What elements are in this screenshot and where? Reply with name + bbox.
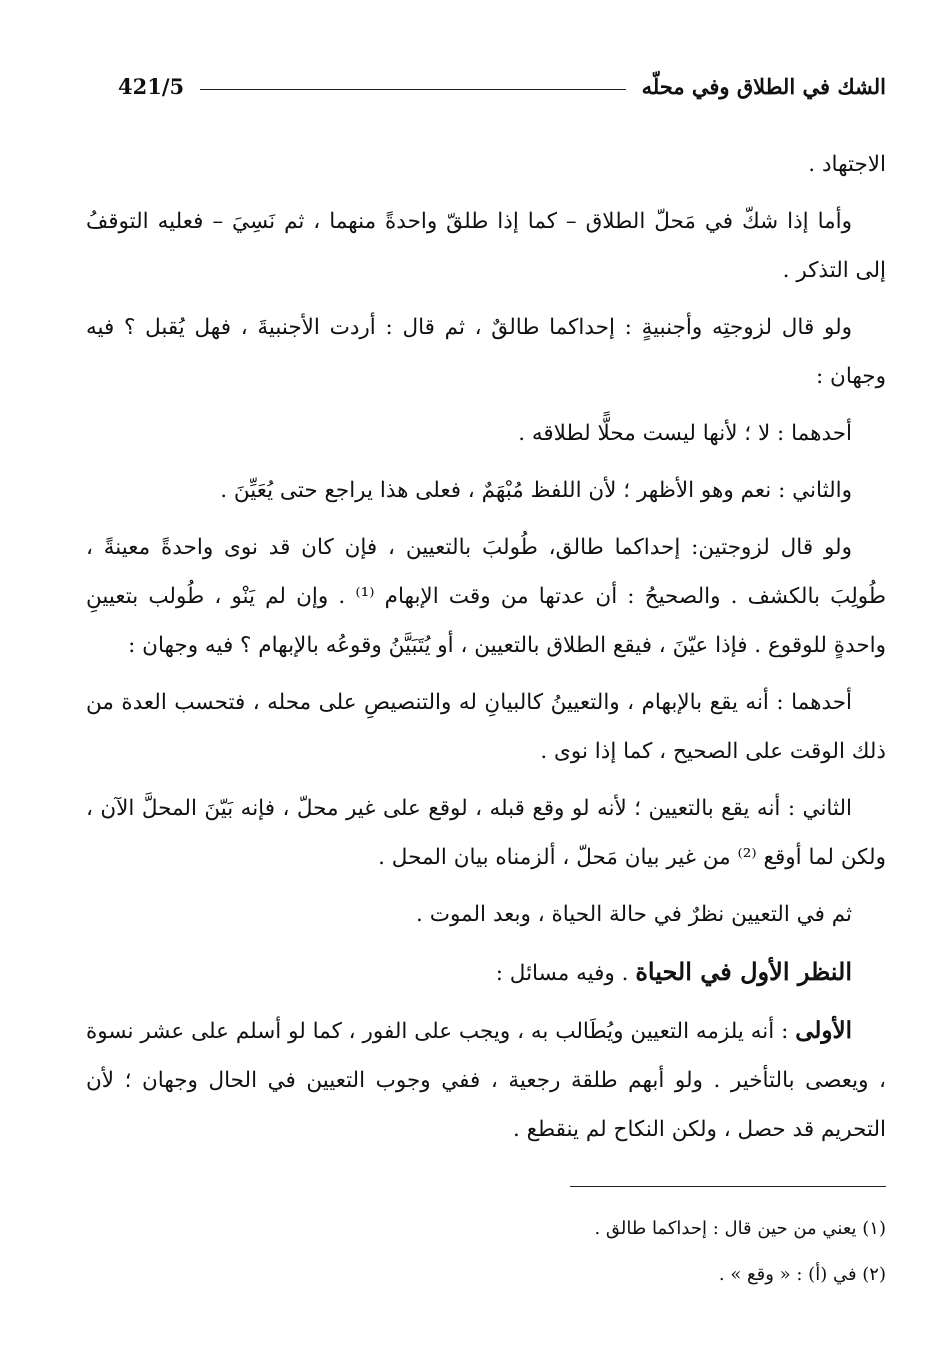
paragraph-first-issue (86, 1006, 886, 1154)
paragraph-wife-foreigner: ولو قال لزوجتِه وأجنبيةٍ : إحداكما طالقٌ ، ثم قال : أردت الأجنبيةَ ، فهل يُقبل ؟ فيه وجهان : (86, 315, 886, 389)
paragraph-second-view: والثاني : نعم وهو الأظهر ؛ لأن اللفظ مُبْهَمٌ ، فعلى هذا يراجع حتى يُعَيِّنَ . (220, 478, 852, 503)
paragraph-doubt-location: وأما إذا شكّ في مَحلّ الطلاق – كما إذا طلقّ واحدةً منهما ، ثم نَسِيَ – فعليه التوقفُ إلى التذكر . (86, 209, 886, 283)
running-header (118, 66, 886, 106)
footnote-2: (٢) في (أ) : « وقع » . (718, 1264, 886, 1285)
paragraph-life-death: ثم في التعيين نظرٌ في حالة الحياة ، وبعد الموت . (416, 902, 852, 927)
section-heading-title: النظر الأول في الحياة (635, 957, 852, 986)
paragraph-two-wives: ولو قال لزوجتين: إحداكما طالق، طُولبَ بالتعيين ، فإن كان قد نوى واحدةً معينةً ، طُولِبَ بالكشف . والصحيحُ : أن عدتها من وقت الإبهام ⁽¹⁾ . وإن لم يَنْو ، طُولب بتعيينِ واحدةٍ للوقوع . فإذا عيّنَ ، فيقع الطلاق بالتعيين ، أو يُتَبَيَّنُ وقوعُه بالإبهام ؟ فيه وجهان : (86, 535, 886, 658)
section-heading (86, 947, 886, 998)
paragraph-continuation: الاجتهاد . (808, 152, 886, 177)
header-rule (200, 89, 625, 90)
main-text (86, 140, 886, 1162)
footnotes (86, 1206, 886, 1298)
page-reference: 421/5 (118, 73, 185, 99)
first-issue-lead: الأولى (795, 1017, 852, 1044)
first-issue-text: : أنه يلزمه التعيين ويُطَالب به ، ويجب على الفور ، كما لو أسلم على عشر نسوة ، ويعصى بالتأخير . ولو أبهم طلقة رجعية ، ففي وجوب التعيين في الحال وجهان ؛ لأن التحريم قد حصل ، ولكن النكاح لم ينقطع . (86, 1019, 886, 1142)
section-heading-rest: . وفيه مسائل : (495, 961, 636, 986)
paragraph-specification-view: الثاني : أنه يقع بالتعيين ؛ لأنه لو وقع قبله ، لوقع على غير محلّ ، فإنه بَيّنَ المحلَّ الآن ، ولكن لما أوقع ⁽²⁾ من غير بيان مَحلّ ، ألزمناه بيان المحل . (86, 796, 886, 870)
paragraph-ambiguity-view: أحدهما : أنه يقع بالإبهام ، والتعيينُ كالبيانِ له والتنصيصِ على محله ، فتحسب العدة من ذلك الوقت على الصحيح ، كما إذا نوى . (86, 690, 886, 764)
footnote-1: (١) يعني من حين قال : إحداكما طالق . (594, 1218, 886, 1239)
chapter-title: الشك في الطلاق وفي محلّه (641, 73, 886, 99)
paragraph-first-view: أحدهما : لا ؛ لأنها ليست محلًّا لطلاقه . (518, 421, 852, 446)
footnote-rule (570, 1186, 886, 1187)
